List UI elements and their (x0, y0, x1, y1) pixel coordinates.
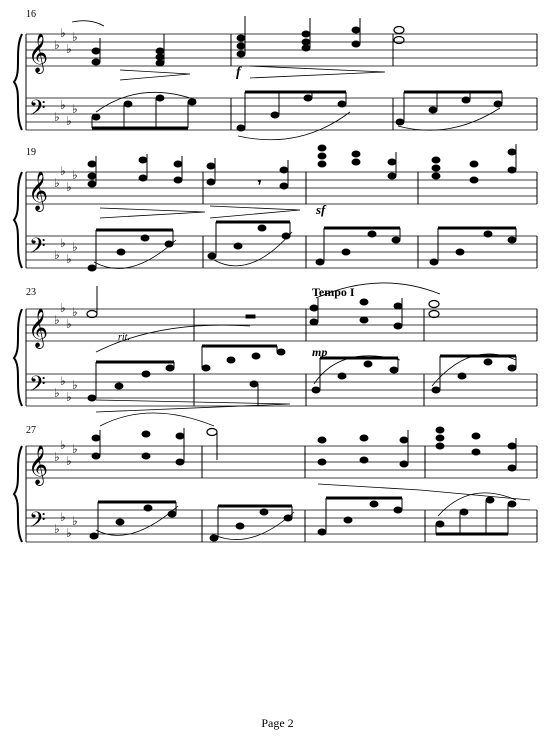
treble-staff (26, 309, 537, 341)
grand-staff-brace (14, 309, 22, 406)
system-2 (14, 144, 537, 271)
page-number: Page 2 (261, 716, 294, 730)
key-signature-flats (54, 164, 78, 266)
treble-clef-icon: 𝄞 (28, 171, 49, 211)
bass-clef-icon: 𝄢 (29, 372, 46, 402)
svg-text:♭: ♭ (72, 30, 78, 44)
svg-text:♭: ♭ (66, 454, 72, 468)
svg-text:♭: ♭ (60, 374, 66, 388)
svg-text:𝄾: 𝄾 (258, 176, 261, 189)
measure-number: 19 (26, 147, 36, 158)
treble-notes (88, 144, 516, 189)
svg-text:♭: ♭ (54, 248, 60, 262)
dynamic-marking: sf (316, 202, 326, 217)
system-3 (14, 283, 537, 412)
barlines (26, 34, 537, 130)
svg-text:♭: ♭ (66, 317, 72, 331)
svg-text:♭: ♭ (72, 102, 78, 116)
svg-text:♭: ♭ (60, 510, 66, 524)
system-1 (14, 9, 537, 140)
svg-text:♭: ♭ (72, 442, 78, 456)
treble-notes (87, 286, 439, 329)
bass-clef-icon: 𝄢 (29, 508, 46, 538)
treble-clef-icon: 𝄞 (28, 308, 49, 348)
measure-number: 27 (26, 425, 36, 436)
tempo-text: rit. (118, 332, 130, 343)
svg-text:♭: ♭ (54, 38, 60, 52)
slurs (94, 206, 300, 268)
slurs (96, 413, 530, 540)
bass-staff (26, 98, 537, 130)
svg-text:♭: ♭ (54, 386, 60, 400)
dynamic-marking: mp (312, 345, 328, 359)
measure-number: 16 (26, 9, 36, 20)
key-signature-flats (54, 301, 78, 404)
treble-staff (26, 446, 537, 478)
svg-text:♭: ♭ (66, 180, 72, 194)
svg-text:♭: ♭ (60, 438, 66, 452)
key-signature-flats (54, 438, 78, 540)
dynamic-marking: f (236, 65, 241, 80)
svg-text:♭: ♭ (66, 252, 72, 266)
tempo-text: Tempo I (312, 285, 355, 299)
treble-notes (92, 427, 516, 471)
svg-text:♭: ♭ (60, 98, 66, 112)
treble-clef-icon: 𝄞 (28, 33, 49, 73)
grand-staff-brace (14, 34, 22, 130)
svg-text:♭: ♭ (54, 522, 60, 536)
grand-staff-brace (14, 446, 22, 542)
svg-text:♭: ♭ (66, 42, 72, 56)
grand-staff-brace (14, 172, 22, 268)
measure-number: 23 (26, 287, 36, 298)
svg-text:♭: ♭ (72, 240, 78, 254)
svg-text:♭: ♭ (66, 526, 72, 540)
svg-text:♭: ♭ (66, 114, 72, 128)
svg-text:♭: ♭ (54, 313, 60, 327)
svg-text:♭: ♭ (66, 390, 72, 404)
svg-text:♭: ♭ (60, 26, 66, 40)
svg-text:♭: ♭ (60, 164, 66, 178)
svg-text:♭: ♭ (54, 450, 60, 464)
svg-text:♭: ♭ (60, 301, 66, 315)
svg-text:♭: ♭ (54, 110, 60, 124)
bass-notes (88, 346, 516, 406)
svg-text:♭: ♭ (72, 168, 78, 182)
bass-notes (88, 222, 516, 271)
svg-text:♭: ♭ (60, 236, 66, 250)
svg-text:♭: ♭ (72, 514, 78, 528)
treble-staff (26, 34, 537, 66)
key-signature-flats (54, 26, 78, 128)
bass-clef-icon: 𝄢 (29, 96, 46, 126)
bass-clef-icon: 𝄢 (29, 234, 46, 264)
svg-text:♭: ♭ (72, 378, 78, 392)
svg-text:♭: ♭ (54, 176, 60, 190)
system-4 (14, 413, 537, 542)
treble-notes (92, 16, 404, 66)
treble-clef-icon: 𝄞 (28, 445, 49, 485)
svg-text:♭: ♭ (72, 305, 78, 319)
